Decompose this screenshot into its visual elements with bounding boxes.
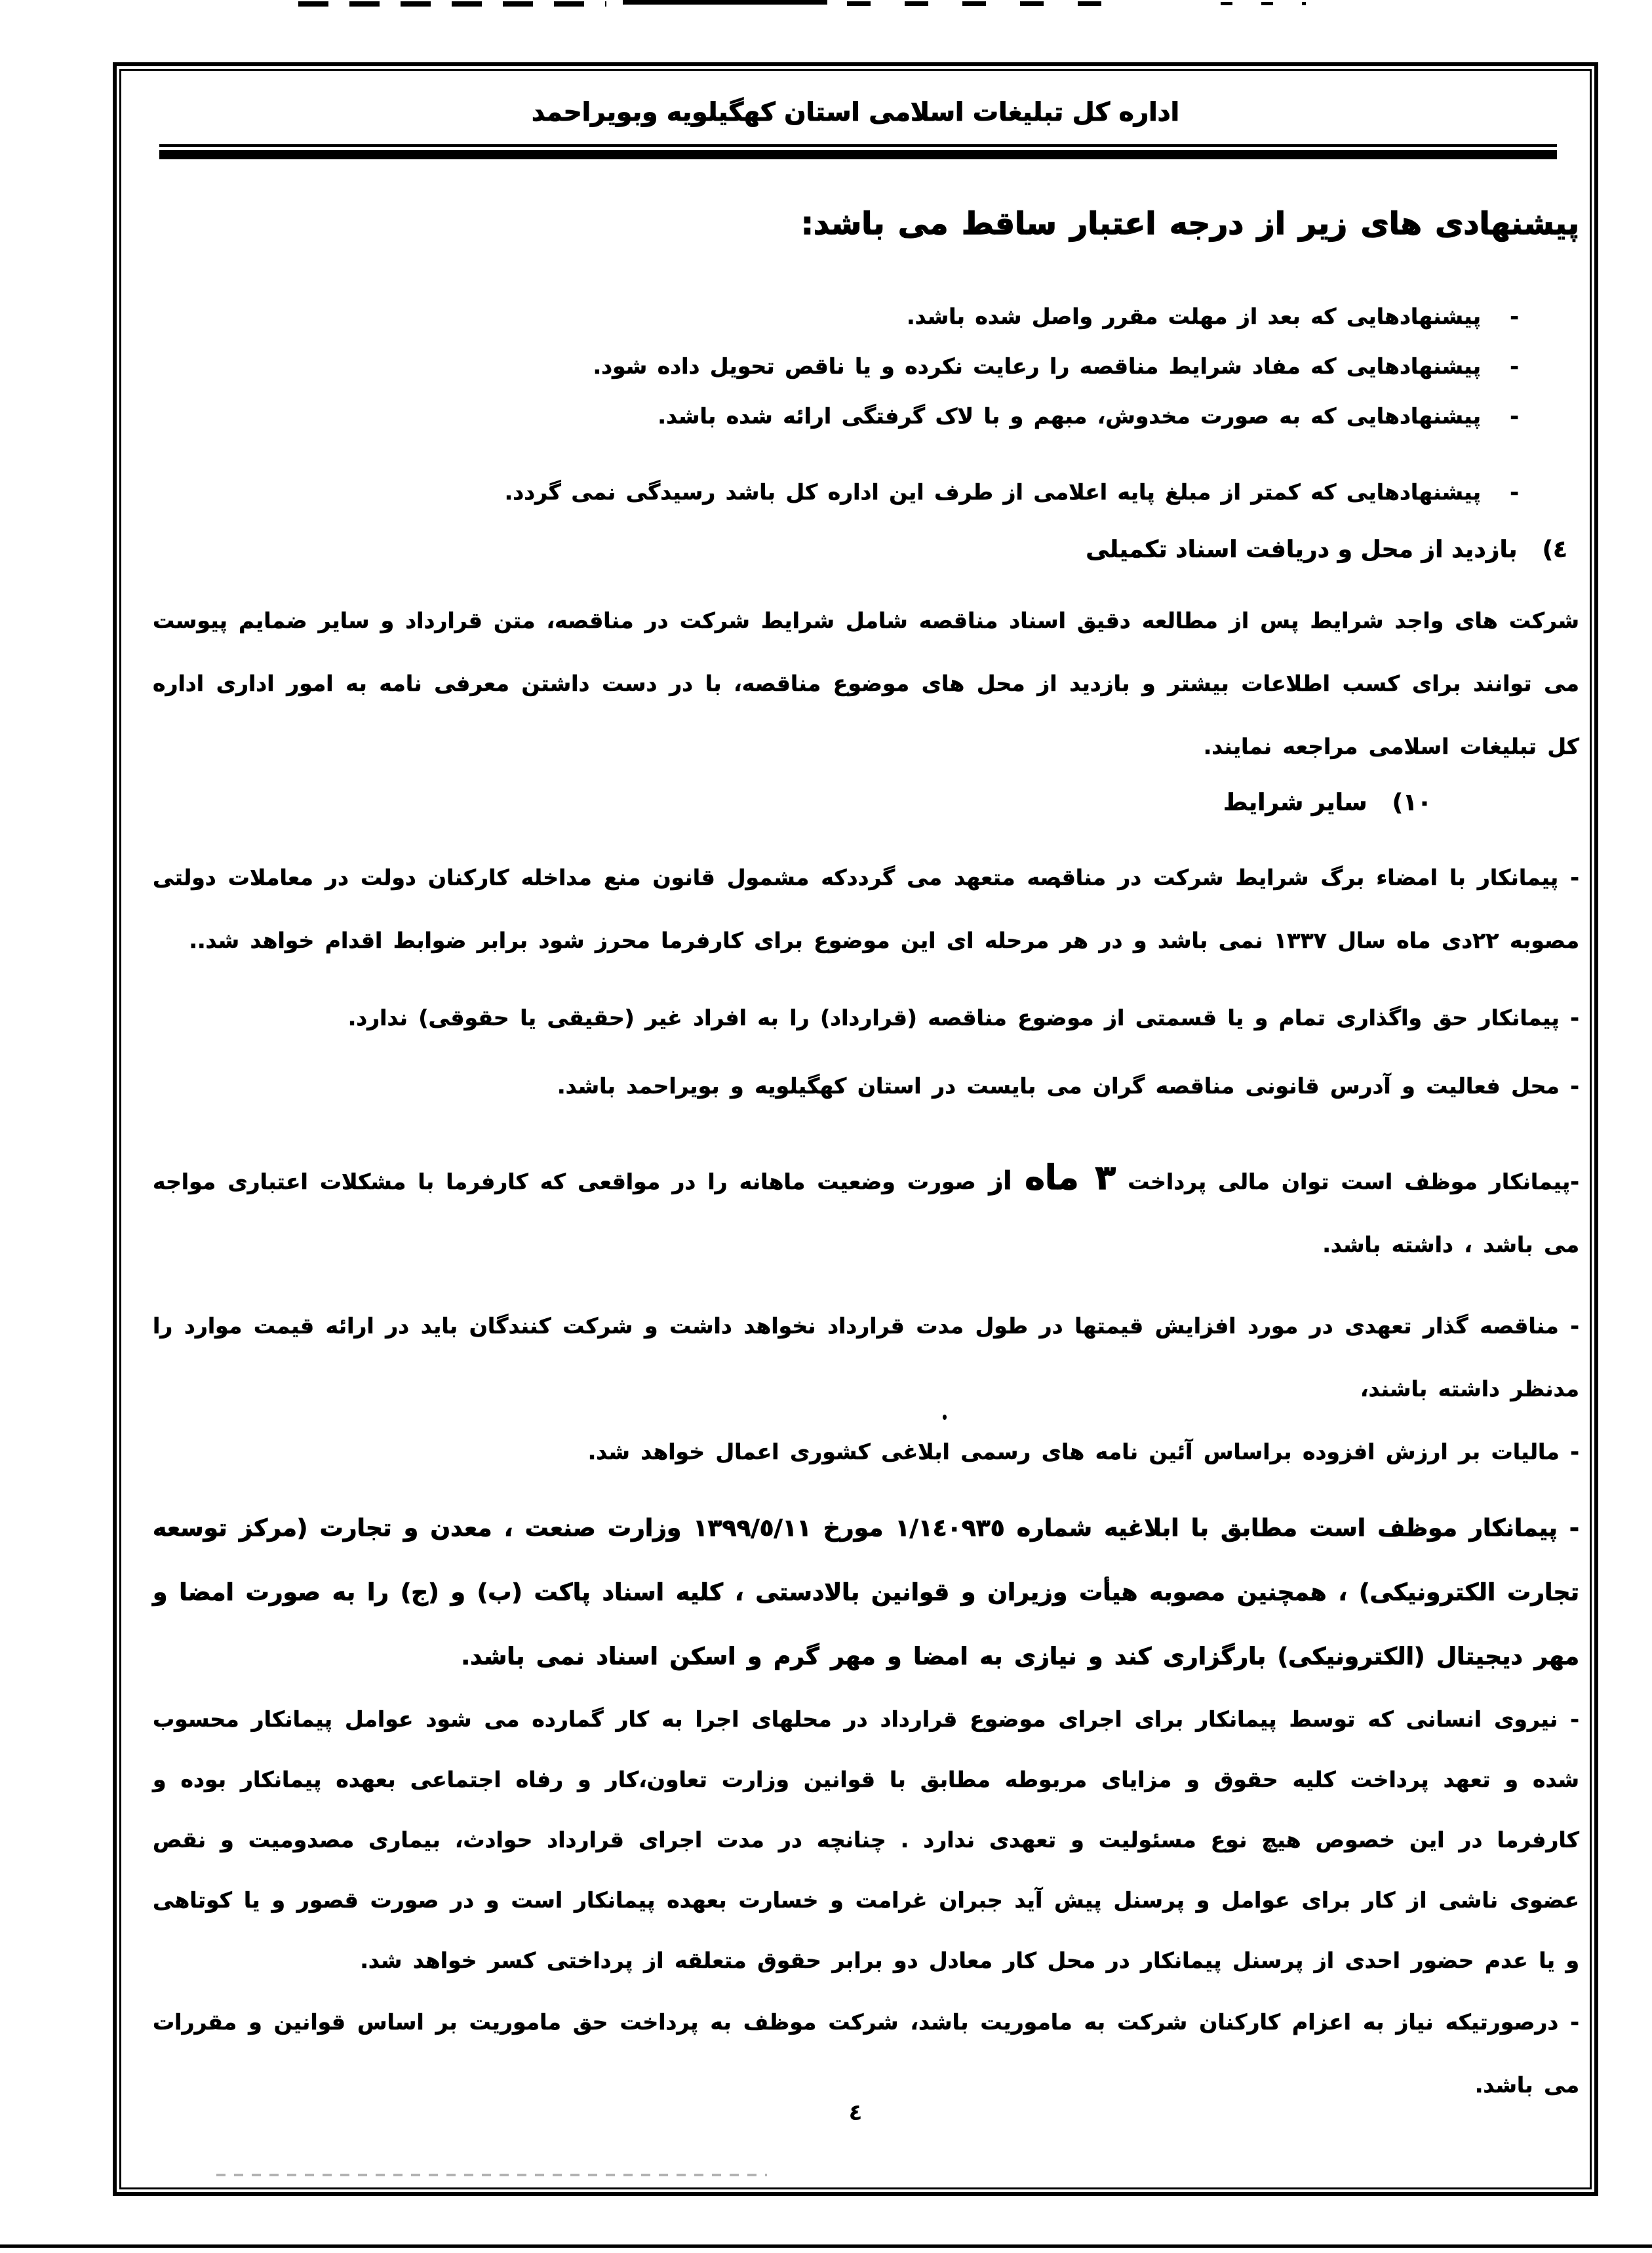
header-organization: اداره کل تبلیغات اسلامی استان کهگیلویه وبویراحمد xyxy=(531,98,1180,127)
condition-electronic-signature: - پیمانکار موظف است مطابق با ابلاغیه شماره ۱/۱٤۰۹۳٥ مورخ ۱۳۹۹/٥/۱۱ وزارت صنعت ، معدن و تجارت (مرکز توسعه تجارت الکترونیکی) ، همچنین مصوبه هیأت وزیران و قوانین بالادستی ، کلیه اسناد پاکت (ب) و (ج) را به صورت امضا و مهر دیجیتال (الکترونیکی) بارگزاری کند و نیازی به امضا و مهر گرم و اسکن اسناد نمی باشد. xyxy=(153,1515,1579,1670)
condition-personnel: - نیروی انسانی که توسط پیمانکار برای اجرای موضوع قرارداد در محلهای اجرا به کار گمارده می شود عوامل پیمانکار محسوب شده و تعهد پرداخت کلیه حقوق و مزایای مربوطه مطابق با قوانین وزارت تعاون،کار و رفاه اجتماعی بعهده پیمانکار بوده و کارفرما در این خصوص هیچ نوع مسئولیت و تعهدی ندارد . چنانچه در مدت اجرای قرارداد حوادث، بیماری مصدومیت و نقص عضوی ناشی از کار برای عوامل و پرسنل پیش آید جبران غرامت و خسارت بعهده پیمانکار است و در صورت قصور و یا کوتاهی و یا عدم حضور احدی از پرسنل پیمانکار در محل کار معادل دو برابر حقوق متعلقه از پرداختی کسر خواهد شد. xyxy=(153,1706,1579,1973)
list-item xyxy=(153,342,1519,391)
scan-noise-mark xyxy=(298,1,606,7)
payment-duration-highlight: ۳ ماه xyxy=(1025,1158,1116,1198)
list-item xyxy=(153,292,1519,342)
list-item-text: پیشنهادهایی که کمتر از مبلغ پایه اعلامی از طرف این اداره کل باشد رسیدگی نمی گردد. xyxy=(504,479,1481,505)
condition-financial-capacity xyxy=(153,1146,1579,1276)
condition-no-price-increase: - مناقصه گذار تعهدی در مورد افزایش قیمتها در طول مدت قرارداد نخواهد داشت و شرکت کنندگان باید در ارائه قیمت موارد را مدنظر داشته باشند، xyxy=(153,1313,1579,1401)
list-item-text: پیشنهادهایی که به صورت مخدوش، مبهم و با لاک گرفتگی ارائه شده باشد. xyxy=(658,403,1481,429)
scan-noise-mark xyxy=(847,1,1129,6)
header-divider xyxy=(159,144,1557,159)
list-item-text: پیشنهادهایی که بعد از مهلت مقرر واصل شده باشد. xyxy=(907,304,1481,329)
invalid-bids-list xyxy=(153,292,1579,517)
section-label: بازدید از محل و دریافت اسناد تکمیلی xyxy=(1086,536,1518,563)
dash-marker: - xyxy=(1510,403,1519,429)
dash-marker: - xyxy=(1510,479,1519,505)
dash-marker: - xyxy=(1510,304,1519,329)
condition-no-transfer: - پیمانکار حق واگذاری تمام و یا قسمتی از موضوع مناقصه (قرارداد) را به افراد غیر (حقیقی یا حقوقی) ندارد. xyxy=(347,1005,1579,1030)
section-label: سایر شرایط xyxy=(1223,789,1367,816)
payment-text-post: صورت وضعیت ماهانه را در مواقعی که کارفرما با مشکلات اعتباری مواجه می باشد ، داشته باشد. xyxy=(153,1169,1579,1257)
scan-noise-mark xyxy=(1221,2,1306,5)
payment-text-pre: -پیمانکار موظف است توان مالی پرداخت xyxy=(1116,1169,1579,1194)
list-item xyxy=(153,467,1519,517)
document-body xyxy=(121,199,1590,2117)
page-border xyxy=(113,62,1598,2196)
page-number: ٤ xyxy=(848,2100,863,2126)
list-item xyxy=(153,391,1519,441)
dash-marker: - xyxy=(1510,353,1519,379)
list-item-text: پیشنهادهایی که مفاد شرایط مناقصه را رعایت نکرده و یا ناقص تحویل داده شود. xyxy=(593,353,1481,379)
condition-vat: - مالیات بر ارزش افزوده براساس آئین نامه های رسمی ابلاغی کشوری اعمال خواهد شد. xyxy=(587,1439,1579,1464)
page-inner-border xyxy=(119,69,1592,2189)
scan-edge-line xyxy=(0,2244,1652,2248)
condition-mission: - درصورتیکه نیاز به اعزام کارکنان شرکت به ماموریت باشد، شرکت موظف به پرداخت حق ماموریت بر اساس قوانین و مقررات می باشد. xyxy=(153,2009,1579,2098)
condition-location: - محل فعالیت و آدرس قانونی مناقصه گران می بایست در استان کهگیلویه و بویراحمد باشد. xyxy=(557,1073,1579,1099)
section-number: ٤) xyxy=(1542,536,1567,563)
section-10-heading xyxy=(153,778,1579,828)
payment-text-mid: از xyxy=(975,1166,1025,1195)
divider-thick-line xyxy=(159,150,1557,159)
section-number: ۱۰) xyxy=(1392,789,1432,816)
invalid-bids-title: پیشنهادی های زیر از درجه اعتبار ساقط می باشد: xyxy=(801,206,1579,242)
condition-no-interference: - پیمانکار با امضاء برگ شرایط شرکت در مناقصه متعهد می گرددکه مشمول قانون منع مداخله کارکنان دولت در معاملات دولتی مصوبه ۲۲دی ماه سال ۱۳۳۷ نمی باشد و در هر مرحله ای این موضوع برای کارفرما محرز شود برابر ضوابط اقدام خواهد شد.. xyxy=(153,865,1579,953)
scan-noise-mark xyxy=(623,0,827,5)
site-visit-paragraph: شرکت های واجد شرایط پس از مطالعه دقیق اسناد مناقصه شامل شرایط شرکت در مناقصه، متن قرارداد و سایر ضمایم پیوست می توانند برای کسب اطلاعات بیشتر و بازدید از محل های موضوع مناقصه، با در دست داشتن معرفی نامه به امور اداری اداره کل تبلیغات اسلامی مراجعه نمایند. xyxy=(153,608,1579,759)
section-4-heading xyxy=(153,525,1579,575)
